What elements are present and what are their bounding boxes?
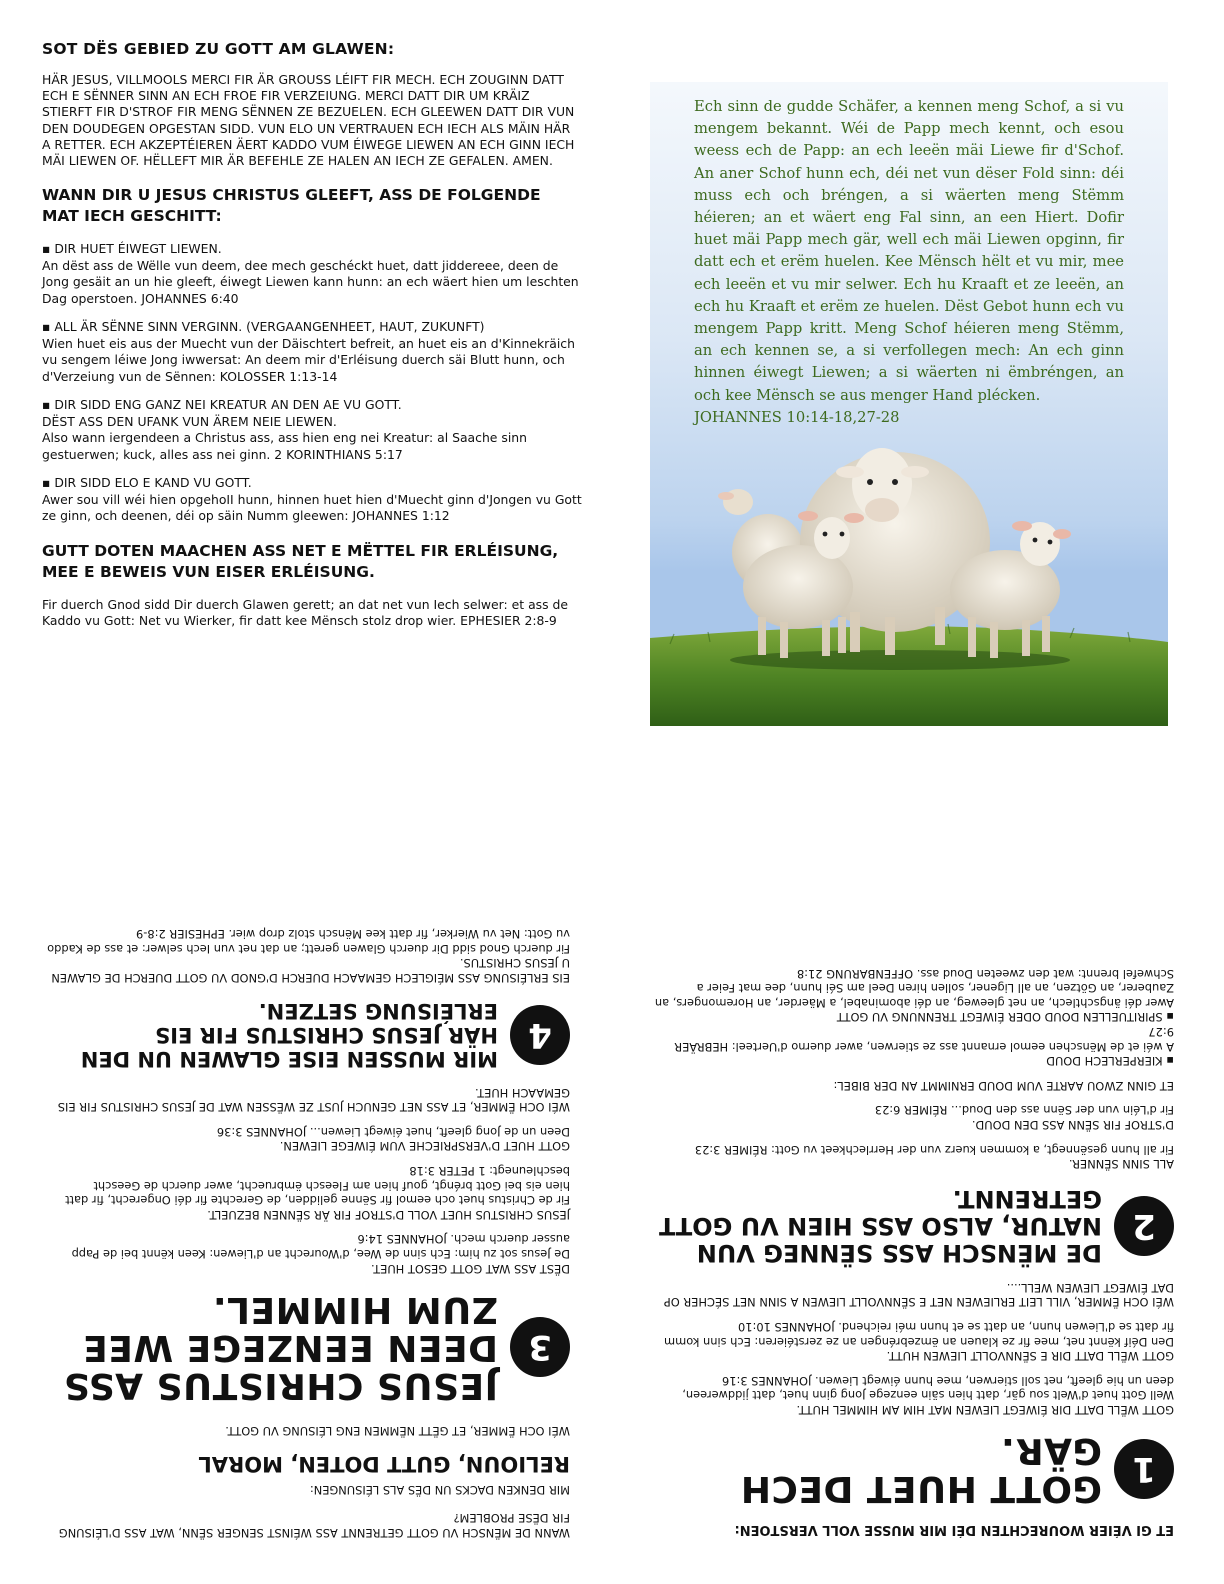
prayer-panel [42,40,582,630]
prayer-text: HÄR JESUS, VILLMOOLS MERCI FIR ÄR GROUSS LÉIFT FIR MECH. ECH ZOUGINN DATT ECH E SËNNER SINN AN ECH FROE FIR VERZEIUNG. MERCI DATT DIR UM KRÄIZ STIERFT FIR D'STROF FIR MENG SËNNEN ZE BEZUELEN. ECH GLEEWEN DATT DIR VUN DEN DOUDEGEN OPGESTAN SIDD. VUN ELO UN VERTRAUEN ECH IECH ALS MÄIN HÄR A RETTER. ECH AKZEPTÉIEREN ÄERT KADDO VUM ÉIWEGE LIEWEN AN ECH GINN IECH MÄI LIEWEN OF. HËLLEFT MIR ÄR BEFEHLE ZE HALEN AN IECH ZE GEFALEN. AMEN. [42,72,575,169]
point-2-subheading: ET GINN ZWOU AARTE VUM DOUD ERNIMMT AN DER BIBEL: [833,1078,1174,1093]
rotated-panel-left [40,840,570,1540]
point-3-header [40,1290,570,1404]
point-1-subheading: GOTT WËLL DATT DIR ÉIWEGT LIEWEN MAT HIM AM HIMMEL HUTT. [796,1403,1174,1417]
consequence-text: An dëst ass de Wëlle vun deem, dee mech geschéckt huet, datt jiddereee, deen de Jong gesäit an un hie gleeft, éiwegt Liewen kann hunn: an ech wäert hien um leschten Dag operstoen. JOHANNES 6:40 [42,257,579,306]
point-2-subheading: D'STROF FIR SËNN ASS DEN DOUD. [971,1118,1174,1133]
problem-question: WANN DE MËNSCH VU GOTT GETRENNT ASS WÉINST SENGER SËNN, WAT ASS D'LÉISUNG FIR DËSE PROBLEM? [58,1511,570,1540]
consequence-text: Also wann iergendeen a Christus ass, ass hien eng nei Kreatur: al Saache sinn gestuerwen; kuck, alles ass nei ginn. 2 KORINTHIANS 5:17 [42,430,527,462]
point-1-header [654,1431,1174,1507]
point-4-header [40,999,570,1071]
four-truths-intro: ET GI VÉIER WOURECHTEN DÉI MIR MUSSE VOLL VERSTOEN: [734,1522,1174,1537]
solutions-label: MIR DENKEN DACKS UN DËS ALS LÉISUNGEN: [309,1482,570,1497]
point-4-subheading: EIS ERLÉISUNG ASS MÉIGLECH GEMAACH DUERCH D'GNOD VU GOTT DUERCH DE GLAWEN U JESUS CHRISTUS. [51,956,570,986]
point-1-verse: Well Gott huet d'Welt sou gär, datt hien säin eenzege Jong ginn huet, datt jiddwereen, deen un hie gleeft, net soll stierwen, mee hunn éiwegt Liewen. JOHANNES 3:16 [682,1373,1174,1403]
works-text: Fir duerch Gnod sidd Dir duerch Glawen gerett; an dat net vun Iech selwer: et ass de Kaddo vu Gott: Net vu Wierker, fir datt kee Mënsch stolz drop wier. EPHESIER 2:8-9 [42,596,568,629]
verse-reference: JOHANNES 10:14-18,27-28 [694,408,900,426]
point-2-verse: Fir d'Léin vun der Sënn ass den Doud... RÉIMER 6:23 [874,1103,1174,1118]
consequence-title: ▪ DIR SIDD ELO E KAND VU GOTT. [42,475,252,491]
point-2-subheading: ALL SINN SËNNER. [1068,1157,1174,1172]
consequence-title: ▪ ALL ÄR SËNNE SINN VERGINN. (VERGAANGENHEET, HAUT, ZUKUNFT) [42,319,485,335]
point-2-title: DE MËNSCH ASS SËNNEG VUN NATUR, ALSO ASS HIEN VU GOTT GETRENNT. [658,1185,1102,1268]
point-3-verse: Deen un de Jong gleeft, huet éiwegt Liewen... JOHANNES 3:36 [216,1124,570,1139]
point-3-verse: De Jesus sot zu him: Ech sinn de Wee, d'Wourecht an d'Liewen: Keen kënnt bei de Papp ausser duerch mech. JOHANNES 14:6 [71,1232,570,1262]
verse-panel [650,82,1168,726]
death-type-text: Awer déi ängschtlech, an net gleeweg, an déi abominabel, a Mäerder, an Horemongers, an Zauberer, an Götzen, an all Ligener, sollen hiren Deel am Séi hunn, dee mat Feier a Schwefel brennt: wat den zweeten Doud ass. OFFENBARUNG 21:8 [654,966,1174,1010]
point-2-verse: Fir all hunn gesënnegt, a kommen kuerz vun der Herrlechkeet vu Gott: RÉIMER 3:23 [694,1142,1174,1157]
consequence-item [42,319,582,385]
point-3-title: JESUS CHRISTUS ASS DEEN EENZEGE WEE ZUM HIMMEL. [63,1288,498,1406]
point-3-subheading: JESUS CHRISTUS HUET VOLL D'STROF FIR ÄR SËNNEN BEZUELT. [207,1207,570,1222]
bible-verse [694,96,1124,429]
rotated-panel-right [654,838,1174,1538]
consequence-text: Wien huet eis aus der Muecht vun der Däischtert befreit, an huet eis an d'Kinnekräich vu sengem léiwe Jong iwwersat: An deem mir d'Erléisung duerch säi Blutt hunn, och d'Verzeiung vun de Sënnen: KOLOSSER 1:13-14 [42,335,575,384]
consequence-item [42,241,582,307]
solutions-note: WÉI OCH ËMMER, ET GËTT NËMMEN ENG LÉISUNG VU GOTT. [225,1424,570,1439]
consequences-heading: WANN DIR U JESUS CHRISTUS GLEEFT, ASS DE FOLGENDE MAT IECH GESCHITT: [42,186,541,226]
works-heading: GUTT DOTEN MAACHEN ASS NET E MËTTEL FIR ERLÉISUNG, MEE E BEWEIS VUN EISER ERLÉISUNG. [42,541,559,581]
consequence-item [42,397,582,463]
point-4-title: MIR MUSSEN EISE GLAWEN UN DEN HÄR JESUS CHRISTUS FIR EIS ERLÉISUNG SETZEN. [80,999,498,1072]
death-type-title: ▪ SPIRITUELLEN DOUD ODER ÉIWEGT TRENNUNG VU GOTT [836,1010,1174,1025]
prayer-heading: SOT DËS GEBIED ZU GOTT AM GLAWEN: [42,40,395,58]
point-1-title: GOTT HUET DECH GÄR. [740,1430,1102,1509]
point-3-note: WÉI OCH ËMMER, ET ASS NET GENUCH JUST ZE WËSSEN WAT DE JESUS CHRISTUS FIR EIS GEMAACH HUET. [57,1085,570,1115]
point-4-verse: Fir duerch Gnod sidd Dir duerch Glawen gerett; an dat net vun Iech selwer: et ass de Kaddo vu Gott: Net vu Wierker, fir datt kee Mënsch stolz drop wier. EPHESIER 2:8-9 [47,927,570,956]
point-1-verse: Den Déif kënnt net, mee fir ze klauen an ëmzebréngen an ze zerstéieren: Ech sinn komm fir datt se d'Liewen hunn, an datt se et hunn méi reichend. JOHANNES 10:10 [664,1320,1174,1349]
point-3-verse: Fir de Christus huet och eemol fir Sënne gelidden, de Gerechte fir déi Ongerecht, fir datt hien eis bei Gott bréngt, gouf hien am Fleesch ëmbruecht, awer duerch de Geescht beschleunegt: 1 PETER 3:18 [65,1164,570,1208]
consequence-subtitle: DËST ASS DEN UFANK VUN ÄREM NEIE LIEWEN. [42,413,337,429]
point-2-header [654,1185,1174,1266]
point-3-number-badge: 3 [510,1317,570,1377]
consequence-title: ▪ DIR HUET ÉIWEGT LIEWEN. [42,241,222,257]
point-3-subheading: DËST ASS WAT GOTT GESOT HUET. [370,1261,570,1276]
point-1-number-badge: 1 [1114,1439,1174,1499]
verse-text: Ech sinn de gudde Schäfer, a kennen meng Schof, a si vu mengem bekannt. Wéi de Papp mech kennt, och esou weess ech de Papp: an ech leeën mäi Liewe fir d'Schof. An aner Schof hunn ech, déi net vun dëser Fold sinn: déi muss ech och bréngen, a si wäerten meng Stëmm héieren; an et wäert eng Fal sinn, an een Hiert. Dofir huet mäi Papp mech gär, well ech mäi Liewen opginn, fir datt ech et erëm huelen. Kee Mënsch hëlt et vu mir, mee ech leeën et vu mir selwer. Ech hu Kraaft et ze leeën, an ech hu Kraaft et erëm ze huelen. Dëst Gebot hunn ech vu mengem Papp kritt. Meng Schof héieren meng Stëmm, an ech kennen se, a si verfollegen mech: An ech ginn hinnen éiwegt Liewen; a si wäerten ni ëmbréngen, an och kee Mënsch se aus menger Hand plécken. [694,98,1124,404]
point-2-number-badge: 2 [1114,1196,1174,1256]
point-1-note: WÉI OCH ËMMER, VILL LEIT ERLIEWEN NET E SËNNVOLLT LIEWEN A SINN NET SÉCHER OP DAT ÉIWEGT LIEWEN WELL.... [663,1280,1174,1310]
point-1-subheading: GOTT WËLL DATT DIR E SËNNVOLLT LIEWEN HUTT. [886,1349,1174,1364]
consequence-item [42,475,582,525]
consequence-text: Awer sou vill wéi hien opgehoII hunn, hinnen huet hien d'Muecht ginn d'Jongen vu Gott ze ginn, och deenen, déi op säin Numm gleewen: JOHANNES 1:12 [42,491,582,524]
point-4-number-badge: 4 [510,1005,570,1065]
solutions-list: RELIOUN, GUTT DOTEN, MORAL [198,1452,570,1477]
death-type-title: ▪ KIERPERLECH DOUD [1046,1054,1174,1069]
consequence-title: ▪ DIR SIDD ENG GANZ NEI KREATUR AN DEN AE VU GOTT. [42,397,402,413]
point-3-subheading: GOTT HUET D'VERSPRIECHE VUM ÉIWEGE LIEWEN. [279,1139,570,1154]
death-type-text: A wéi et de Mënschen eemol ernannt ass ze stierwen, awer duerno d'Uerteel: HEBRÄER 9:27 [674,1025,1174,1054]
